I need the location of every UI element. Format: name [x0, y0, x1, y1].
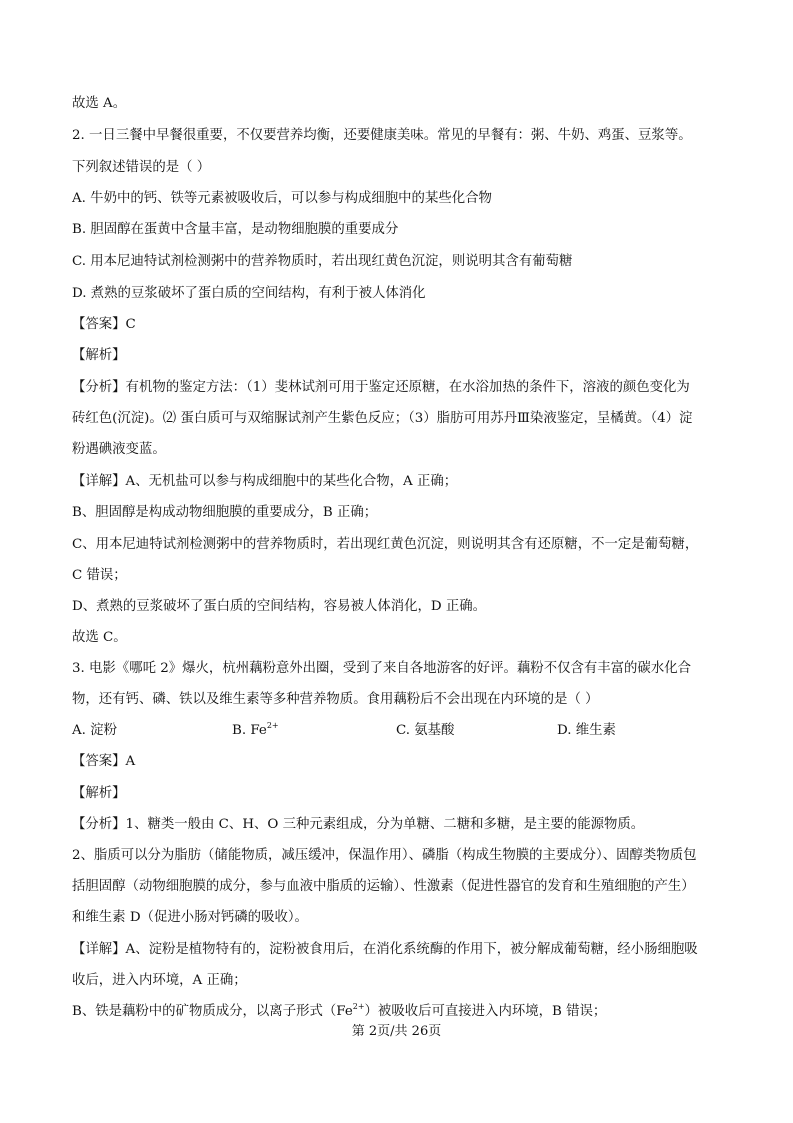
text-line: 【详解】A、无机盐可以参与构成细胞中的某些化合物，A 正确；	[72, 474, 458, 489]
question-3-stem-cont: 物，还有钙、磷、铁以及维生素等多种营养物质。食用藕粉后不会出现在内环境的是（ ）	[72, 692, 599, 707]
question-3-options	[72, 721, 692, 741]
text-line: 砖红色(沉淀)。⑵ 蛋白质可与双缩脲试剂产生紫色反应；（3）脂肪可用苏丹Ⅲ染液鉴定，呈橘黄。（4）淀	[72, 411, 693, 426]
answer-label: 【答案】C	[72, 317, 136, 332]
text-line: D、煮熟的豆浆破坏了蛋白质的空间结构，容易被人体消化，D 正确。	[72, 599, 487, 614]
question-3-stem: 3. 电影《哪吒 2》爆火，杭州藕粉意外出圈，受到了来自各地游客的好评。藕粉不仅含有丰富的碳水化合	[72, 661, 691, 676]
text-line: 和维生素 D（促进小肠对钙磷的吸收）。	[72, 910, 308, 925]
text-line: C、用本尼迪特试剂检测粥中的营养物质时，若出现红黄色沉淀，则说明其含有还原糖，不一定是葡萄糖，	[72, 537, 699, 552]
text-line: 【分析】1、糖类一般由 C、H、O 三种元素组成，分为单糖、二糖和多糖，是主要的能源物质。	[72, 817, 645, 832]
answer-label: 【答案】A	[72, 754, 136, 769]
analysis-label: 【解析】	[72, 786, 126, 801]
question-2-option-b: B. 胆固醇在蛋黄中含量丰富，是动物细胞膜的重要成分	[72, 222, 399, 237]
question-2-stem-cont: 下列叙述错误的是（ ）	[72, 160, 211, 175]
text-line: 括胆固醇（动物细胞膜的成分，参与血液中脂质的运输）、性激素（促进性器官的发育和生殖细胞的产生）	[72, 879, 695, 894]
text-line: 【详解】A、淀粉是植物特有的，淀粉被食用后，在消化系统酶的作用下，被分解成葡萄糖，经小肠细胞吸	[72, 942, 698, 957]
text-line: C 错误；	[72, 568, 127, 583]
text-line: 故选 A。	[72, 96, 127, 111]
text-line: 粉遇碘液变蓝。	[72, 442, 166, 457]
question-3-option-c: C. 氨基酸	[396, 723, 455, 738]
question-2-option-a: A. 牛奶中的钙、铁等元素被吸收后，可以参与构成细胞中的某些化合物	[72, 191, 492, 206]
text-line: 【分析】有机物的鉴定方法：（1）斐林试剂可用于鉴定还原糖，在水浴加热的条件下，溶液的颜色变化为	[72, 380, 690, 395]
question-3-option-d: D. 维生素	[557, 723, 616, 738]
question-2-stem: 2. 一日三餐中早餐很重要，不仅要营养均衡，还要健康美味。常见的早餐有：粥、牛奶、鸡蛋、豆浆等。	[72, 128, 692, 143]
question-2-option-d: D. 煮熟的豆浆破坏了蛋白质的空间结构，有利于被人体消化	[72, 286, 426, 301]
text-line: 2、脂质可以分为脂肪（储能物质，减压缓冲，保温作用）、磷脂（构成生物膜的主要成分）、固醇类物质包	[72, 848, 697, 863]
text-line: B、胆固醇是构成动物细胞膜的重要成分，B 正确；	[72, 505, 378, 520]
superscript: 2+	[266, 721, 279, 730]
text-line: 收后，进入内环境，A 正确；	[72, 973, 247, 988]
text-segment: B、铁是藕粉中的矿物质成分，以离子形式（Fe	[72, 1004, 353, 1019]
option-b-text: B. Fe	[232, 723, 267, 738]
question-3-option-a: A. 淀粉	[72, 723, 117, 738]
page-footer: 第 2页/共 26页	[351, 1024, 442, 1039]
question-3-option-b	[232, 721, 279, 741]
question-2-option-c: C. 用本尼迪特试剂检测粥中的营养物质时，若出现红黄色沉淀，则说明其含有葡萄糖	[72, 254, 573, 269]
text-line: 故选 C。	[72, 630, 127, 645]
superscript: 2+	[352, 1002, 365, 1011]
text-line	[72, 1002, 606, 1022]
text-segment: ）被吸收后可直接进入内环境，B 错误；	[364, 1004, 607, 1019]
analysis-label: 【解析】	[72, 348, 126, 363]
